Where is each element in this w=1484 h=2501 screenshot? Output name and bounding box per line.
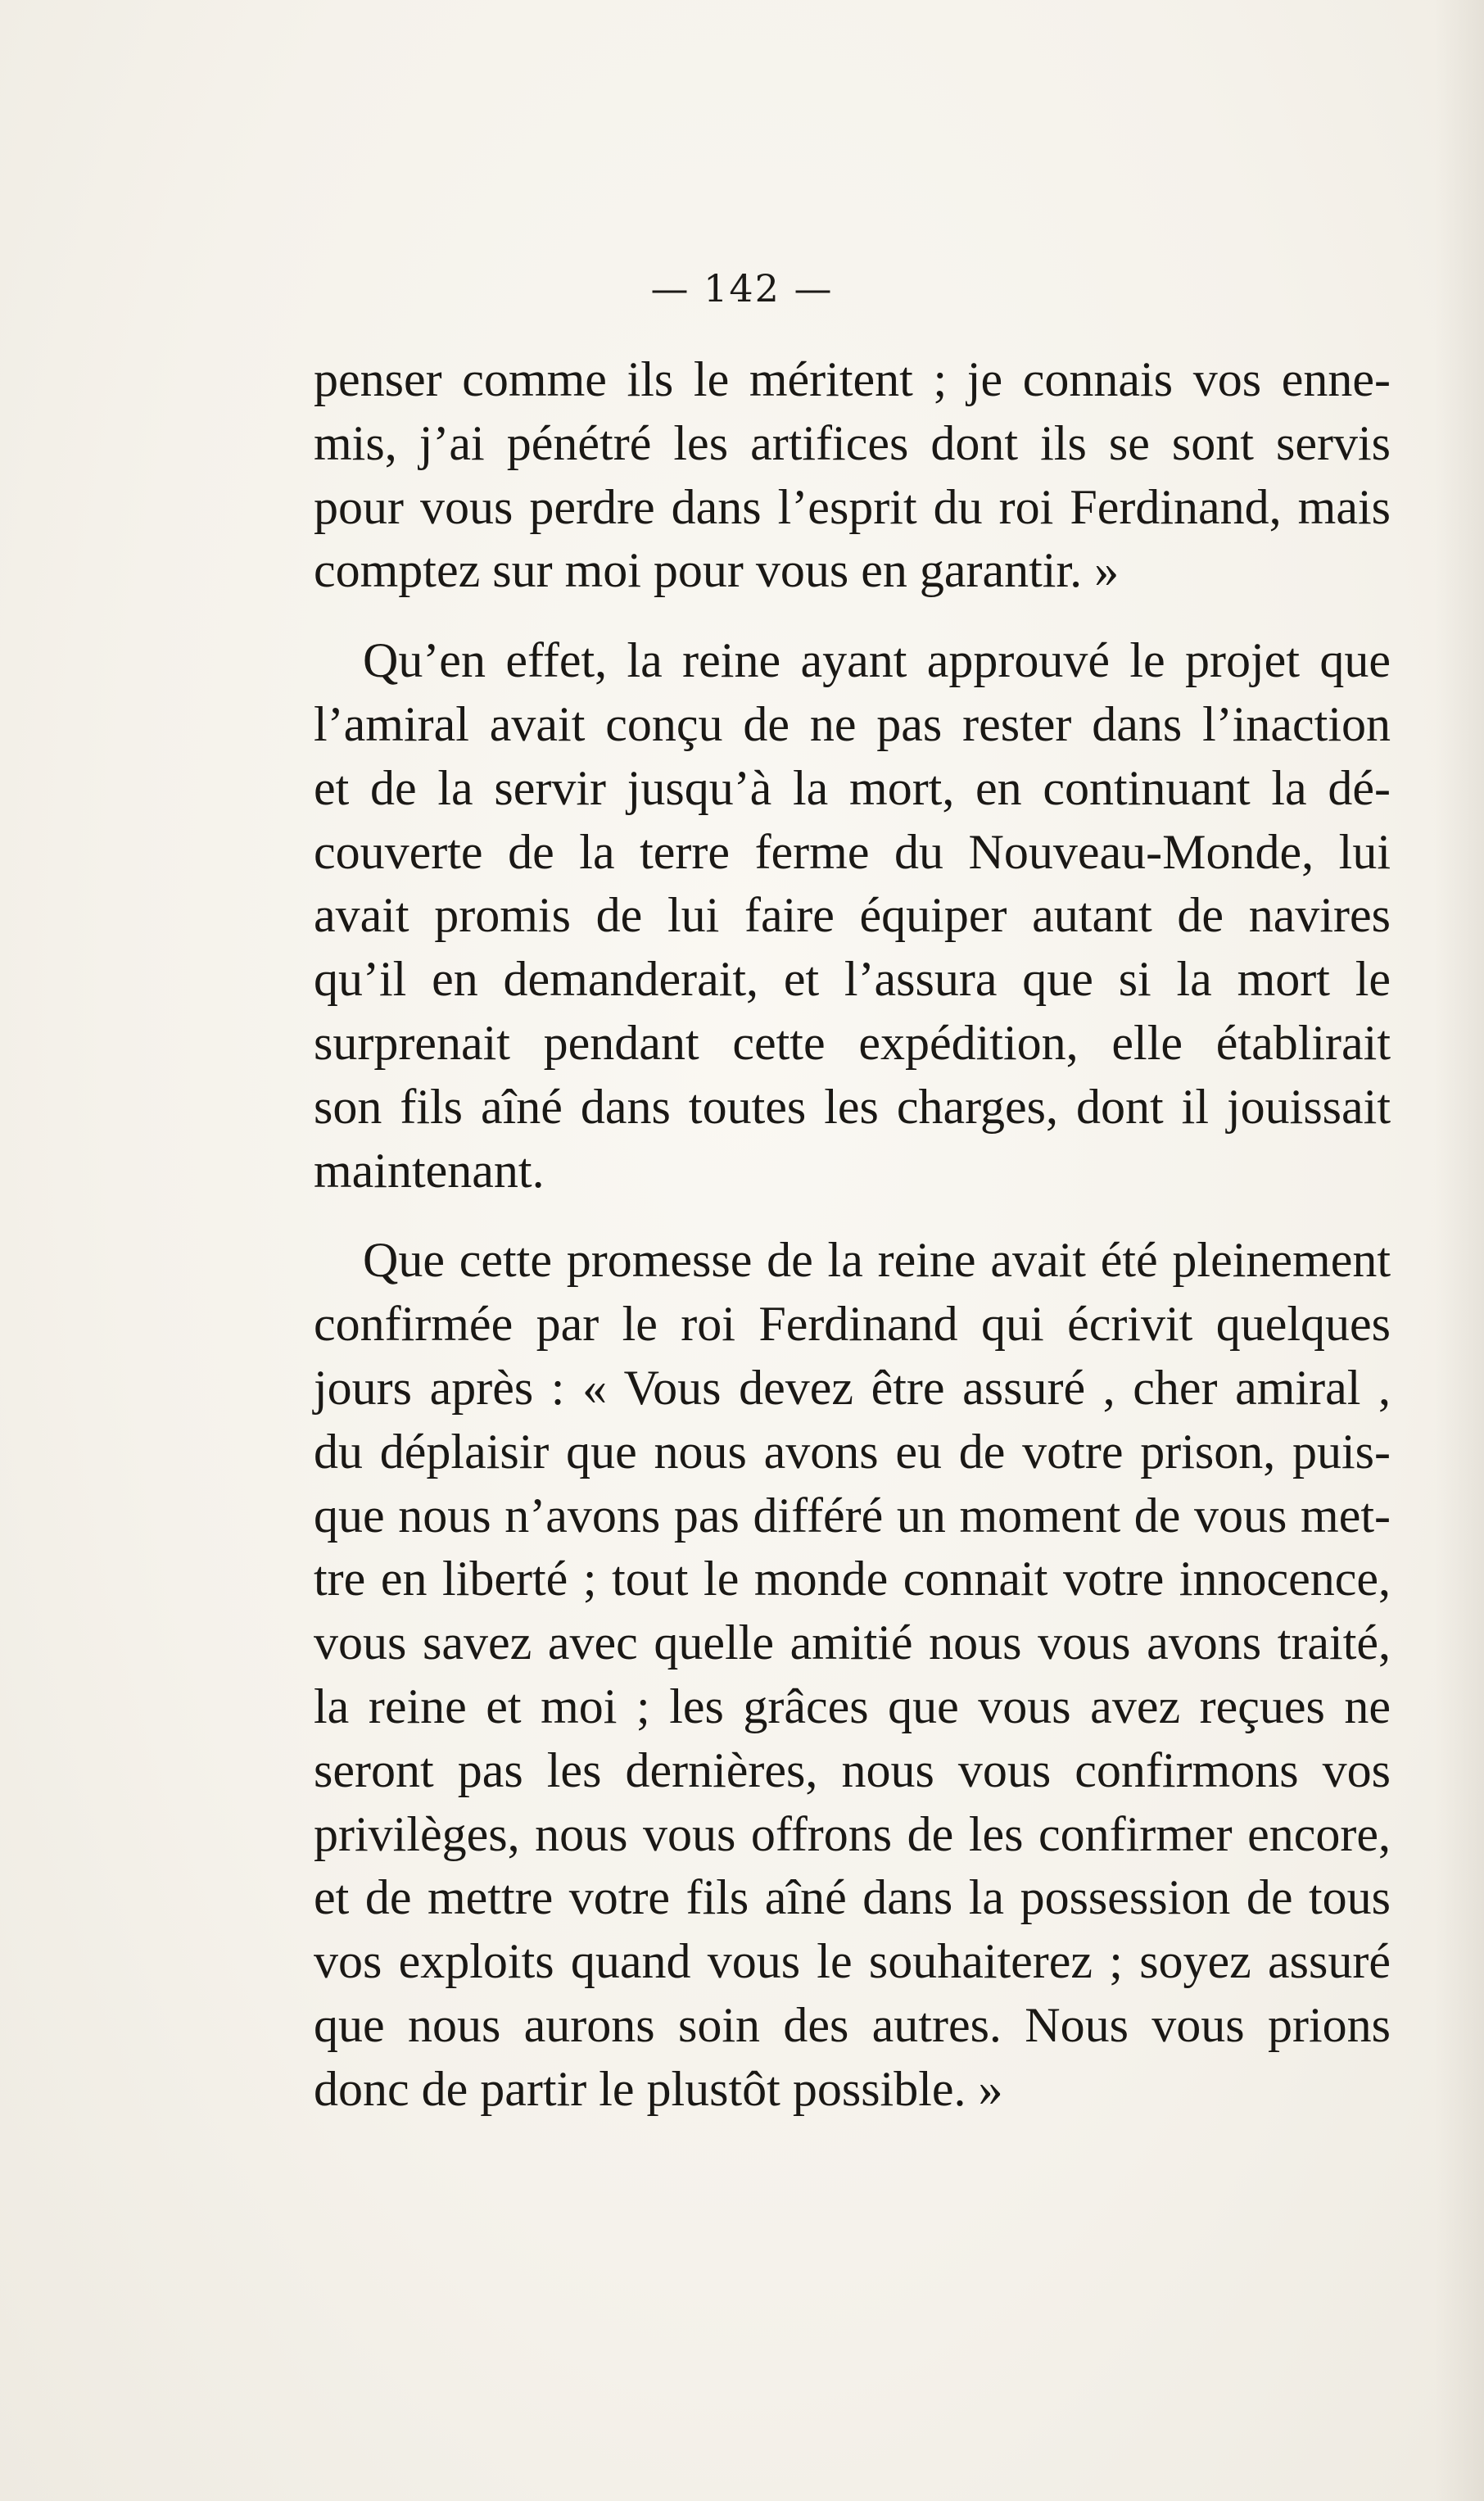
text-line: du déplaisir que nous avons eu de votre prison, puis- bbox=[314, 1424, 1391, 1479]
text-line: surprenait pendant cette expédition, elle établirait bbox=[314, 1015, 1391, 1070]
page-number: — 142 — bbox=[650, 266, 834, 310]
text-line: comptez sur moi pour vous en garantir. » bbox=[314, 543, 1120, 598]
text-line: maintenant. bbox=[314, 1143, 545, 1198]
text-line: mis, j’ai pénétré les artifices dont ils se sont servis bbox=[314, 415, 1391, 470]
text-line: avait promis de lui faire équiper autant de navires bbox=[314, 888, 1391, 943]
text-line: confirmée par le roi Ferdinand qui écrivit quelques bbox=[314, 1297, 1391, 1352]
paragraph bbox=[314, 348, 1391, 603]
paragraph bbox=[314, 1229, 1391, 2121]
text-line: la reine et moi ; les grâces que vous avez reçues ne bbox=[314, 1679, 1391, 1733]
paragraph-gap bbox=[314, 1203, 1391, 1229]
text-line: Que cette promesse de la reine avait été pleinement bbox=[363, 1233, 1391, 1288]
text-line: son fils aîné dans toutes les charges, dont il jouissait bbox=[314, 1079, 1391, 1134]
text-line: que nous aurons soin des autres. Nous vous prions bbox=[314, 1997, 1391, 2052]
text-line: pour vous perdre dans l’esprit du roi Ferdinand, mais bbox=[314, 479, 1391, 534]
text-line: couverte de la terre ferme du Nouveau-Monde, lui bbox=[314, 824, 1391, 879]
paragraph-gap bbox=[314, 603, 1391, 629]
text-line: donc de partir le plustôt possible. » bbox=[314, 2061, 1003, 2116]
text-line: privilèges, nous vous offrons de les confirmer encore, bbox=[314, 1806, 1391, 1861]
text-line: qu’il en demanderait, et l’assura que si la mort le bbox=[314, 952, 1391, 1007]
text-line: que nous n’avons pas différé un moment de vous met- bbox=[314, 1488, 1391, 1543]
text-line: et de mettre votre fils aîné dans la possession de tous bbox=[314, 1870, 1391, 1925]
text-line: l’amiral avait conçu de ne pas rester dans l’inaction bbox=[314, 696, 1391, 751]
text-line: vous savez avec quelle amitié nous vous avons traité, bbox=[314, 1615, 1391, 1670]
text-line: penser comme ils le méritent ; je connais vos enne- bbox=[314, 352, 1391, 406]
text-line: et de la servir jusqu’à la mort, en continuant la dé- bbox=[314, 760, 1391, 815]
text-line: Qu’en effet, la reine ayant approuvé le projet que bbox=[363, 633, 1391, 688]
text-line: jours après : « Vous devez être assuré , cher amiral , bbox=[314, 1360, 1391, 1415]
text-line: vos exploits quand vous le souhaiterez ; soyez assuré bbox=[314, 1934, 1391, 1989]
text-line: seront pas les dernières, nous vous confirmons vos bbox=[314, 1742, 1391, 1797]
paragraph bbox=[314, 629, 1391, 1203]
text-line: tre en liberté ; tout le monde connait votre innocence, bbox=[314, 1552, 1391, 1606]
body-text bbox=[314, 348, 1391, 2122]
